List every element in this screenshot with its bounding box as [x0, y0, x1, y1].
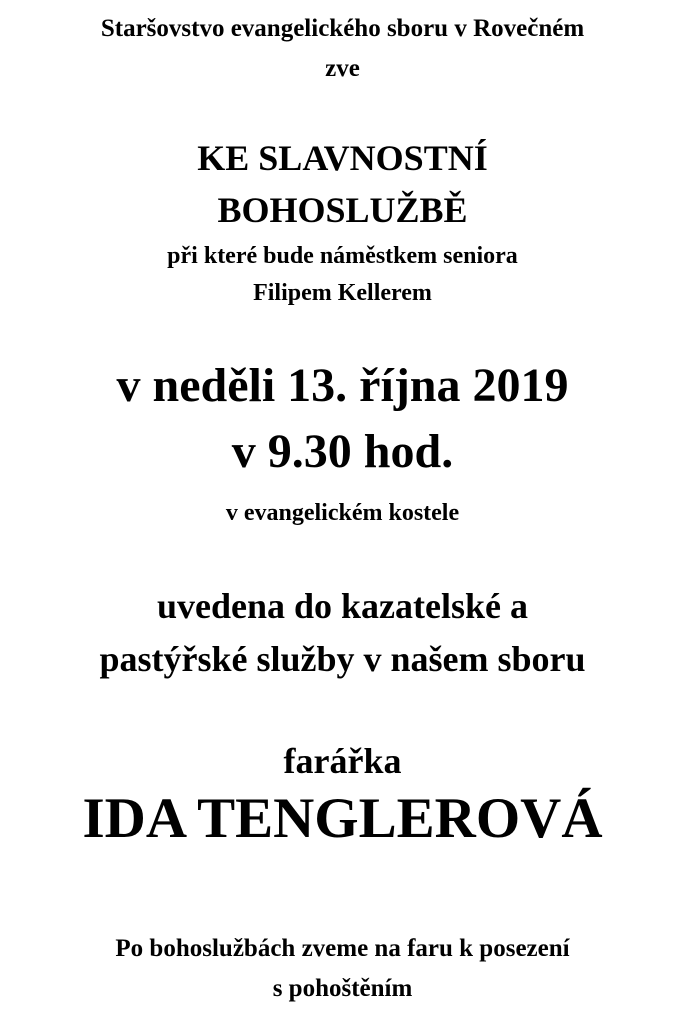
service-subtitle-line-1: při které bude náměstkem seniora	[167, 243, 518, 269]
pastor-name: IDA TENGLEROVÁ	[82, 787, 603, 850]
service-date: v neděli 13. října 2019	[116, 359, 569, 412]
after-service-line-1: Po bohoslužbách zveme na faru k posezení	[115, 935, 570, 962]
service-place: v evangelickém kostele	[225, 500, 460, 526]
service-title-line-2: BOHOSLUŽBĚ	[217, 190, 468, 230]
service-time: v 9.30 hod.	[231, 425, 454, 478]
header-line-2: zve	[325, 55, 360, 82]
header-line-1: Staršovstvo evangelického sboru v Rovečném	[100, 15, 585, 42]
induction-line-2: pastýřské služby v našem sboru	[99, 639, 586, 679]
induction-line-1: uvedena do kazatelské a	[156, 586, 529, 626]
service-title-line-1: KE SLAVNOSTNÍ	[197, 138, 488, 178]
service-subtitle-line-2: Filipem Kellerem	[253, 280, 432, 306]
after-service-line-2: s pohoštěním	[272, 975, 413, 1002]
pastor-role: farářka	[283, 741, 402, 781]
